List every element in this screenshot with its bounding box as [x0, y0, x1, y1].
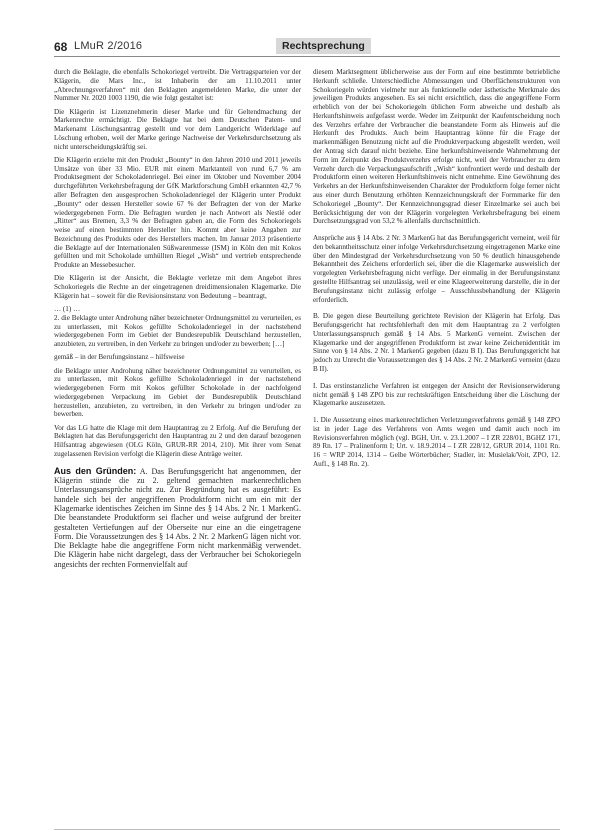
paragraph: I. Das erstinstanzliche Verfahren ist entgegen der Ansicht der Revisionserwiderung nicht gemäß § 148 ZPO bis zur rechtskräftigen Entscheidung über die Löschung der Klagemarke auszusetzen. [313, 381, 560, 408]
paragraph: B. Die gegen diese Beurteilung gerichtete Revision der Klägerin hat Erfolg. Das Berufungsgericht hat rechtsfehlerhaft den mit dem Hauptantrag zu 2 verfolgten Unterlassungsanspruch gemäß § 14 Abs. 5 MarkenG verneint. Zwischen der Klagemarke und der angegriffenen Produktform ist zwar keine Zeichenidentität im Sinne von § 14 Abs. 2 Nr. 1 MarkenG gegeben (dazu B I). Das Berufungsgericht hat jedoch zu Unrecht die Voraussetzungen des § 14 Abs. 2 Nr. 2 MarkenG verneint (dazu B II). [313, 312, 560, 373]
header-rule [54, 56, 560, 57]
paragraph: diesem Marktsegment üblicherweise aus der Form auf eine bestimmte betriebliche Herkunft schließe. Unterschiedliche Abmessungen und Oberflächenstrukturen von Schokoriegeln würden vielmehr nur als funktionelle oder ästhetische Merkmale des jeweiligen Produkts angesehen. Es sei nicht ersichtlich, dass die angegriffene Form erheblich von der bei Schokoriegeln üblichen Form abweiche und deshalb als Herkunftshinweis aufgefasst werde. Weder im Zeitpunkt der Kaufentscheidung noch des Verzehrs erfahre der Verbraucher die beanstandete Form als Hinweis auf die Herkunft des Produkts. Auch beim Hauptantrag könne für die Frage der markenmäßigen Benutzung nicht auf die Produktverpackung abgestellt werden, weil der Antrag sich darauf nicht beziehe. Eine herkunftshinweisende Wahrnehmung der Form im Zeitpunkt des Produktverzehrs erfolge nicht, weil der Verbraucher zu dem Verzehr durch die Verpackungsaufschrift „Wish“ konfrontiert werde und deshalb der Produktform einen weiteren Herkunftshinweis nicht entnehme. Eine Gewöhnung des Verkehrs an der Herkunftshinweisenden Charakter der Produktform folge ferner nicht aus einer durch Benutzung erhöhten Kennzeichnungskraft der Formmarke für den Schokoriegel „Bounty“. Der Kennzeichnungsgrad dieser Einzelmarke sei auch bei Berücksichtigung der von der Klägerin vorgelegten Verkehrsbefragung bei einem Durchsetzungsgrad von 53,2 % allenfalls durchschnittlich. [313, 68, 560, 226]
left-column [54, 68, 301, 573]
page-number: 68 [54, 40, 68, 54]
page-header [54, 40, 560, 62]
paragraph: Die Klägerin ist Lizenznehmerin dieser Marke und für Geltendmachung der Markenrechte ermächtigt. Die Beklagte hat bei dem Deutschen Patent- und Markenamt Löschungsantrag gestellt und vor dem Landgericht Widerklage auf Löschung erhoben, weil der Marke geringe Nachweise der Verkehrsdurchsetzung als nicht unterscheidungskräftig sei. [54, 107, 301, 151]
reasons-paragraph [54, 467, 301, 569]
bottom-edge [54, 829, 560, 830]
reasons-text: A. Das Berufungsgericht hat angenommen, der Klägerin stünde die zu 2. geltend gemachten markenrechtlichen Unterlassungsansprüche nicht zu. Zur Begründung hat es ausgeführt: Es handele sich bei der angegriffenen Produktform nicht um ein mit der Klagemarke identisches Zeichen im Sinne des § 14 Abs. 2 Nr. 1 MarkenG. Die beanstandete Produktform sei flacher und weise aufgrund der breiter gestalteten Vertiefungen auf der Oberseite nur eine an die eingetragene Form. Die Voraussetzungen des § 14 Abs. 2 Nr. 2 MarkenG lägen nicht vor. Die Beklagte habe die angegriffene Form nicht markenmäßig verwendet. Die Klägerin habe nicht dargelegt, dass der Verbraucher bei Schokoriegeln angesichts der rechten Formenvielfalt auf [54, 466, 301, 569]
right-column [313, 68, 560, 473]
paragraph: Vor das LG hatte die Klage mit dem Hauptantrag zu 2 Erfolg. Auf die Berufung der Beklagten hat das Berufungsgericht den Hauptantrag zu 2 und den darauf bezogenen Hilfsantrag abgewiesen (OLG Köln, GRUR-RR 2014, 210). Mit ihrer vom Senat zugelassenen Revision verfolgt die Klägerin diese Anträge weiter. [54, 423, 301, 458]
paragraph: 1. Die Aussetzung eines markenrechtlichen Verletzungsverfahrens gemäß § 148 ZPO ist in jeder Lage des Verfahrens von Amts wegen und damit auch noch im Revisionsverfahren möglich (vgl. BGH, Urt. v. 23.1.2007 – I ZR 228/01, BGHZ 171, 89 Rn. 17 – Pralinenform I; Urt. v. 18.9.2014 – I ZR 228/12, GRUR 2014, 1101 Rn. 16 = WRP 2014, 1314 – Gelbe Wörterbücher; Stadler, in: Musielak/Voit, ZPO, 12. Aufl., § 148 Rn. 2). [313, 416, 560, 469]
reasons-heading: Aus den Gründen: [54, 465, 137, 476]
paragraph: Die Klägerin ist der Ansicht, die Beklagte verletze mit dem Angebot ihres Schokoriegels die Rechte an der eingetragenen dreidimensionalen Klagemarke. Die Klägerin hat – soweit für die Revisionsinstanz von Bedeutung – beantragt, [54, 274, 301, 300]
paragraph: … (1) … [54, 305, 81, 314]
paragraph: durch die Beklagte, die ebenfalls Schokoriegel vertreibt. Die Vertragsparteien vor der Klägerin, die Mars Inc., ist Inhaberin der am 11.10.2011 unter „Abrechnungsverfahren“ mit den Beklagten angemeldeten Marke, die unter der Nummer Nr. 2020 1003 1190, die wie folgt gestaltet ist: [54, 68, 301, 103]
section-label: Rechtsprechung [276, 38, 371, 54]
paragraph: die Beklagte unter Androhung näher bezeichneter Ordnungsmittel zu verurteilen, es zu unterlassen, mit Kokos gefüllte Schokoladenriegel in der nachstehend wiedergegebenen Form mit Kokos gefüllter Schokolade in der nachfolgend wiedergegebenen Verpackung im Gebiet der Bundesrepublik Deutschland herzustellen, anzubieten, zu vertreiben, in den Verkehr zu bringen und/oder zu bewerben. [54, 366, 301, 419]
paragraph: gemäß – in der Berufungsinstanz – hilfsweise [54, 353, 185, 362]
paragraph: Die Klägerin erzielte mit den Produkt „Bounty“ in den Jahren 2010 und 2011 jeweils Umsätze von über 33 Mio. EUR mit einem Marktanteil von rund 6,7 % am Produktsegment der Schokoladenriegel. Bei einer im Oktober und November 2004 durchgeführten Verkehrsbefragung der GfK Marktforschung GmbH erkannten 42,7 % aller Befragten den ausgesprochen Schokoladenriegel der Klägerin unter Produkt „Bounty“ oder dessen Hersteller sowie 67 % der Befragten der von der Marke wiedergegebenen Form. Die Befragten wurden je nach Antwort als Nestlé oder „Ritter“ aus Bremen, 3,3 % der Befragten gaben an, die Form des Schokoriegels weise auf einen bestimmten Hersteller hin. Kommt aber keine Angaben zur Bezeichnung des Produkts oder des Herstellers machen. Im Januar 2013 präsentierte die Beklagte auf der Internationalen Süßwarenmesse (ISM) in Köln den mit Kokos gefüllten und mit Schokolade umhüllten Riegel „Wish“ und vertrieb entsprechende Produkte an Messebesucher. [54, 155, 301, 270]
paragraph: 2. die Beklagte unter Androhung näher bezeichneter Ordnungsmittel zu verurteilen, es zu unterlassen, mit Kokos gefüllte Schokoladenriegel in der nachstehend wiedergegebenen Form im Gebiet der Bundesrepublik Deutschland herzustellen, anzubieten, zu vertreiben, in den Verkehr zu bringen und/oder zu bewerben; […] [54, 313, 301, 349]
journal-title: LMuR 2/2016 [74, 40, 143, 52]
paragraph: Ansprüche aus § 14 Abs. 2 Nr. 3 MarkenG hat das Berufungsgericht verneint, weil für den bekanntheitsschutz einer infolge Verkehrsdurchsetzung eingetragenen Marke eine über den Mindestgrad der Verkehrsdurchsetzung von 50 % deutlich hinausgehende Bekanntheit des Zeichens erforderlich sei, über die die Klagemarke ausweislich der vorgelegten Verkehrsbefragung nicht verfüge. Der einmalig in der Berufungsinstanz gestellte Hilfsantrag sei unzulässig, weil er eine Klageerweiterung darstelle, die in der Berufungsinstanz nicht zulässig erfolge – Ausschlussbehandlung der Klägerin erforderlich. [313, 234, 560, 304]
